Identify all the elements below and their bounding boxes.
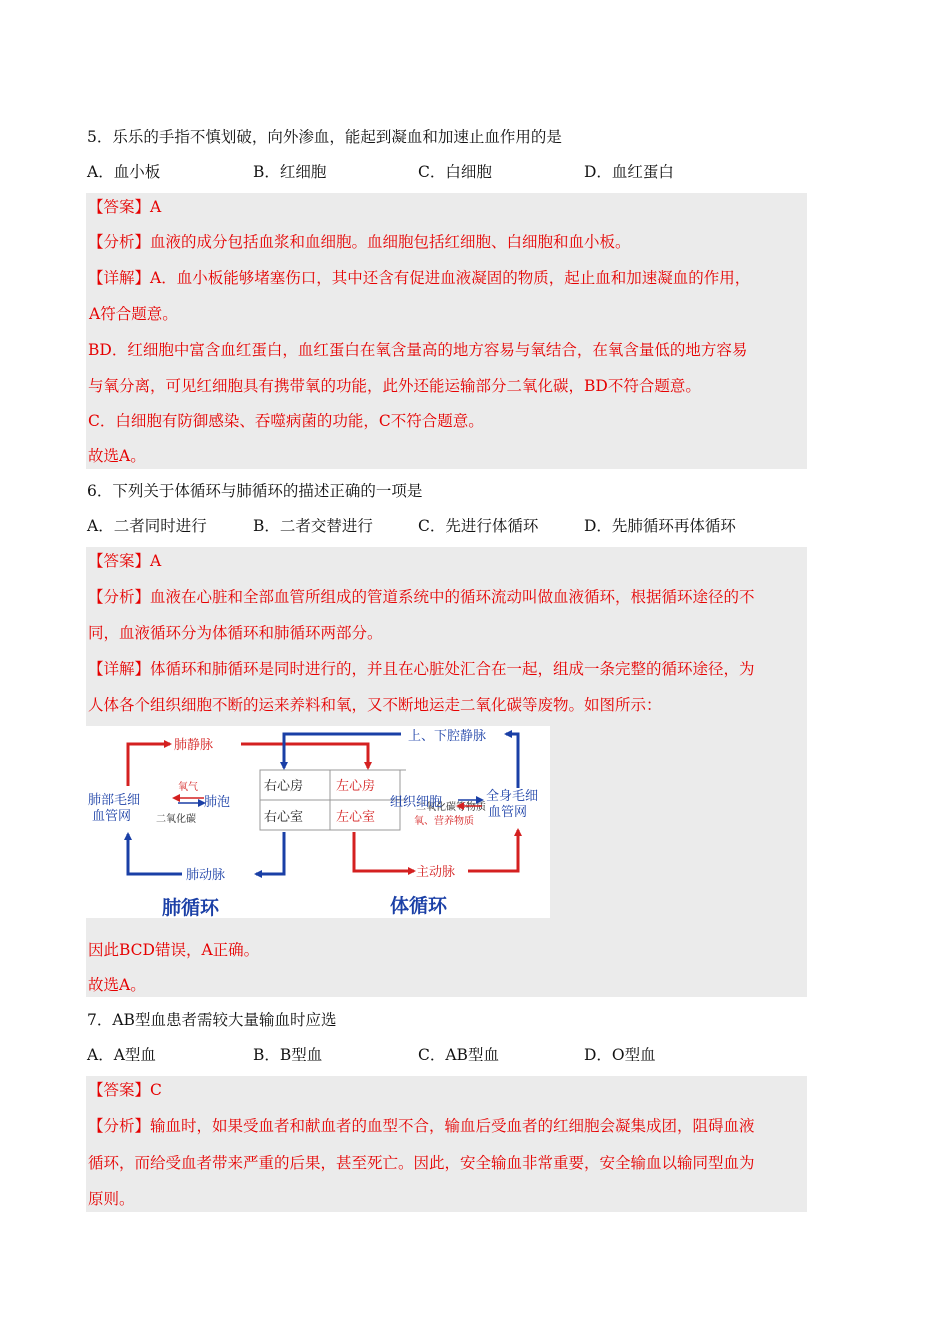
question-7-stem: 7．AB型血患者需较大量输血时应选	[87, 1011, 337, 1029]
lung-co2-label: 二氧化碳	[156, 814, 196, 825]
q5-option-b: B．红细胞	[253, 163, 327, 181]
q6-analysis-line-1: 【分析】血液在心脏和全部血管所组成的管道系统中的循环流动叫做血液循环，根据循环途径的不	[88, 588, 755, 606]
q7-option-b: B．B型血	[253, 1046, 323, 1064]
aorta-label: 主动脉	[416, 865, 456, 880]
q5-analysis: 【分析】血液的成分包括血浆和血细胞。血细胞包括红细胞、白细胞和血小板。	[88, 233, 631, 251]
q6-option-d: D．先肺循环再体循环	[584, 517, 736, 535]
q6-analysis-line-2: 同，血液循环分为体循环和肺循环两部分。	[88, 624, 383, 642]
q7-solution-panel	[86, 1076, 807, 1212]
q5-detail-line-4: 与氧分离，可见红细胞具有携带氧的功能，此外还能运输部分二氧化碳，BD不符合题意。	[88, 377, 701, 395]
q6-conclusion-line-1: 因此BCD错误，A正确。	[88, 941, 260, 959]
pulmonary-circulation-title: 肺循环	[162, 897, 220, 918]
oxygen-label: 氧气	[178, 782, 198, 793]
co2-waste-label: 二氧化碳等物质	[416, 802, 486, 813]
blood-circulation-diagram	[86, 726, 550, 918]
q5-detail-line-5: C．白细胞有防御感染、吞噬病菌的功能，C不符合题意。	[88, 412, 484, 430]
q6-conclusion-line-2: 故选A。	[88, 976, 146, 994]
left-ventricle-label: 左心室	[336, 810, 376, 825]
right-atrium-label: 右心房	[264, 779, 304, 794]
q5-option-a: A．血小板	[87, 163, 161, 181]
q6-option-c: C．先进行体循环	[418, 517, 539, 535]
q7-analysis-line-3: 原则。	[88, 1190, 135, 1208]
q6-answer: 【答案】A	[88, 552, 162, 570]
q6-option-b: B．二者交替进行	[253, 517, 373, 535]
lung-vein-label: 肺静脉	[174, 738, 214, 753]
q6-detail-line-1: 【详解】体循环和肺循环是同时进行的，并且在心脏处汇合在一起，组成一条完整的循环途径，为	[88, 660, 755, 678]
q5-option-d: D．血红蛋白	[584, 163, 674, 181]
lung-capillary-label-2: 血管网	[92, 809, 132, 824]
systemic-circulation-title: 体循环	[390, 895, 448, 917]
q7-option-a: A．A型血	[87, 1046, 156, 1064]
lung-artery-label: 肺动脉	[186, 868, 226, 883]
right-ventricle-label: 右心室	[264, 810, 304, 825]
tissue-cells-label: 组织细胞	[390, 795, 443, 810]
q7-option-d: D．O型血	[584, 1046, 656, 1064]
q5-detail-line-3: BD．红细胞中富含血红蛋白，血红蛋白在氧含量高的地方容易与氧结合，在氧含量低的地方容易	[88, 341, 748, 359]
q7-answer: 【答案】C	[88, 1081, 162, 1099]
q5-answer: 【答案】A	[88, 198, 162, 216]
q5-detail-line-1: 【详解】A．血小板能够堵塞伤口，其中还含有促进血液凝固的物质，起止血和加速凝血的作用，	[88, 269, 751, 287]
q5-conclusion: 故选A。	[88, 447, 146, 465]
left-atrium-label: 左心房	[336, 779, 376, 794]
body-capillary-label-2: 血管网	[488, 805, 528, 820]
q7-option-c: C．AB型血	[418, 1046, 499, 1064]
question-5-stem: 5．乐乐的手指不慎划破，向外渗血，能起到凝血和加速止血作用的是	[87, 128, 562, 146]
alveolus-label: 肺泡	[204, 795, 231, 810]
body-capillary-label-1: 全身毛细	[486, 789, 539, 804]
q5-detail-line-2: A符合题意。	[89, 305, 178, 323]
q6-option-a: A．二者同时进行	[87, 517, 207, 535]
q7-analysis-line-1: 【分析】输血时，如果受血者和献血者的血型不合，输血后受血者的红细胞会凝集成团，阻碍血液	[88, 1117, 755, 1135]
vena-cava-label: 上、下腔静脉	[408, 729, 487, 744]
q6-detail-line-2: 人体各个组织细胞不断的运来养料和氧，又不断地运走二氧化碳等废物。如图所示：	[88, 696, 662, 714]
question-6-stem: 6．下列关于体循环与肺循环的描述正确的一项是	[87, 482, 423, 500]
lung-capillary-label-1: 肺部毛细	[88, 793, 141, 808]
nutrients-label: 氧、营养物质	[414, 816, 474, 827]
q5-option-c: C．白细胞	[418, 163, 492, 181]
q7-analysis-line-2: 循环，而给受血者带来严重的后果，甚至死亡。因此，安全输血非常重要，安全输血以输同型血为	[88, 1154, 755, 1172]
